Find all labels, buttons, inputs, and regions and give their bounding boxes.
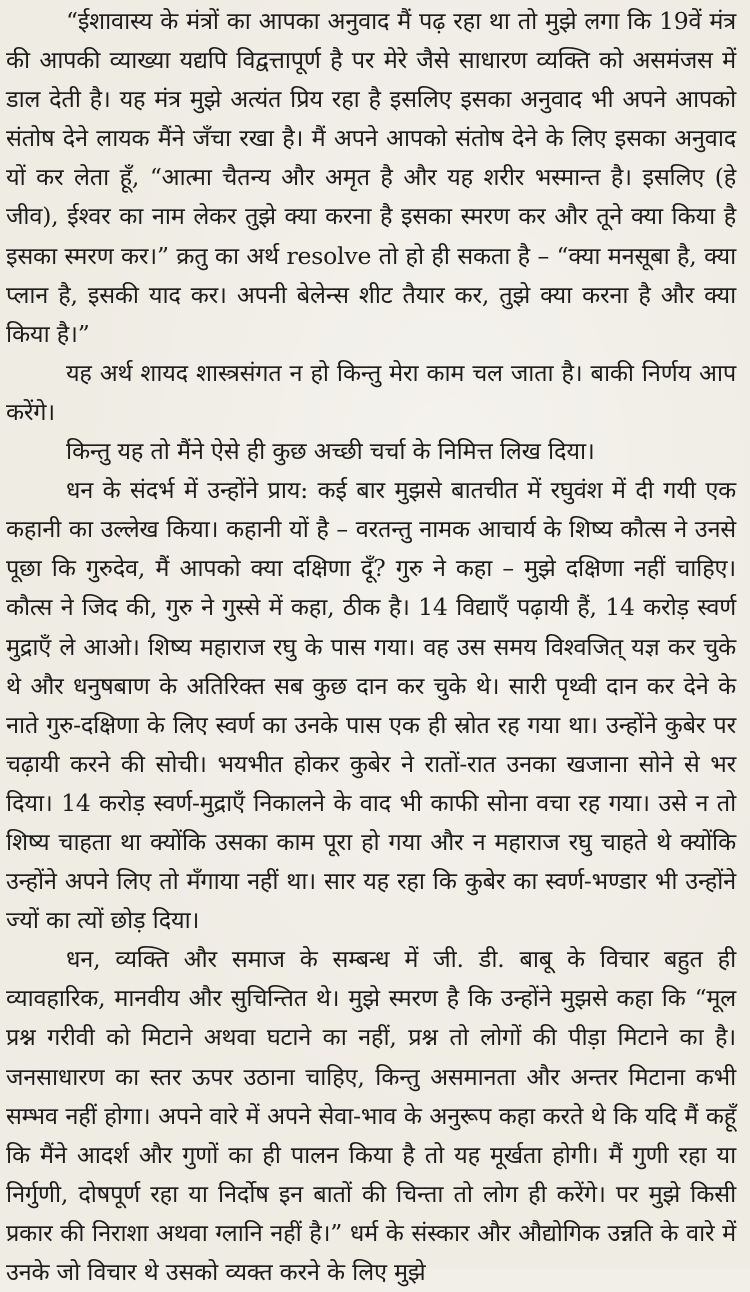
paragraph-4: धन के संदर्भ में उन्होंने प्राय: कई बार मुझसे बातचीत में रघुवंश में दी गयी एक कहानी का उल्लेख किया। कहानी यों है – वरतन्तु नामक आचार्य के शिष्य कौत्स ने उनसे पूछा कि गुरुदेव, मैं आपको क्या दक्षिणा दूँ? गुरु ने कहा – मुझे दक्षिणा नहीं चाहिए। कौत्स ने जिद की, गुरु ने गुस्से में कहा, ठीक है। 14 विद्याएँ पढ़ायी हैं, 14 करोड़ स्वर्ण मुद्राएँ ले आओ। शिष्य महाराज रघु के पास गया। वह उस समय विश्वजित् यज्ञ कर चुके थे और धनुषबाण के अतिरिक्त सब कुछ दान कर चुके थे। सारी पृथ्वी दान कर देने के नाते गुरु-दक्षिणा के लिए स्वर्ण का उनके पास एक ही स्रोत रह गया था। उन्होंने कुबेर पर चढ़ायी करने की सोची। भयभीत होकर कुबेर ने रातों-रात उनका खजाना सोने से भर दिया। 14 करोड़ स्वर्ण-मुद्राएँ निकालने के वाद भी काफी सोना वचा रह गया। उसे न तो शिष्य चाहता था क्योंकि उसका काम पूरा हो गया और न महाराज रघु चाहते थे क्योंकि उन्होंने अपने लिए तो मँगाया नहीं था। सार यह रहा कि कुबेर का स्वर्ण-भण्डार भी उन्होंने ज्यों का त्यों छोड़ दिया। [6, 476, 736, 935]
paragraph-5: धन, व्यक्ति और समाज के सम्बन्ध में जी. डी. बाबू के विचार बहुत ही व्यावहारिक, मानवीय और सुचिन्तित थे। मुझे स्मरण है कि उन्होंने मुझसे कहा कि “मूल प्रश्न गरीवी को मिटाने अथवा घटाने का नहीं, प्रश्न तो लोगों की पीड़ा मिटाने का है। जनसाधारण का स्तर ऊपर उठाना चाहिए, किन्तु असमानता और अन्तर मिटाना कभी सम्भव नहीं होगा। अपने वारे में अपने सेवा-भाव के अनुरूप कहा करते थे कि यदि मैं कहूँ कि मैंने आदर्श और गुणों का ही पालन किया है तो यह मूर्खता होगी। मैं गुणी रहा या निर्गुणी, दोषपूर्ण रहा या निर्दोष इन बातों की चिन्ता तो लोग ही करेंगे। पर मुझे किसी प्रकार की निराशा अथवा ग्लानि नहीं है।” धर्म के संस्कार और औद्योगिक उन्नति के वारे में उनके जो विचार थे उसको व्यक्त करने के लिए मुझे [6, 945, 736, 1286]
paragraph-2: यह अर्थ शायद शास्त्रसंगत न हो किन्तु मेरा काम चल जाता है। बाकी निर्णय आप करेंगे। [6, 358, 736, 426]
paragraph-3: किन्तु यह तो मैंने ऐसे ही कुछ अच्छी चर्चा के निमित्त लिख दिया। [66, 437, 595, 466]
paragraph-1: “ईशावास्य के मंत्रों का आपका अनुवाद मैं पढ़ रहा था तो मुझे लगा कि 19वें मंत्र की आपकी व्याख्या यद्यपि विद्वत्तापूर्ण है पर मेरे जैसे साधारण व्यक्ति को असमंजस में डाल देती है। यह मंत्र मुझे अत्यंत प्रिय रहा है इसलिए इसका अनुवाद भी अपने आपको संतोष देने लायक मैंने जँचा रखा है। मैं अपने आपको संतोष देने के लिए इसका अनुवाद यों कर लेता हूँ, “आत्मा चैतन्य और अमृत है और यह शरीर भस्मान्त है। इसलिए (हे जीव), ईश्वर का नाम लेकर तुझे क्या करना है इसका स्मरण कर और तूने क्या किया है इसका स्मरण कर।” क्रतु का अर्थ resolve तो हो ही सकता है – “क्या मनसूबा है, क्या प्लान है, इसकी याद कर। अपनी बेलेन्स शीट तैयार कर, तुझे क्या करना है और क्या किया है।” [6, 7, 736, 348]
